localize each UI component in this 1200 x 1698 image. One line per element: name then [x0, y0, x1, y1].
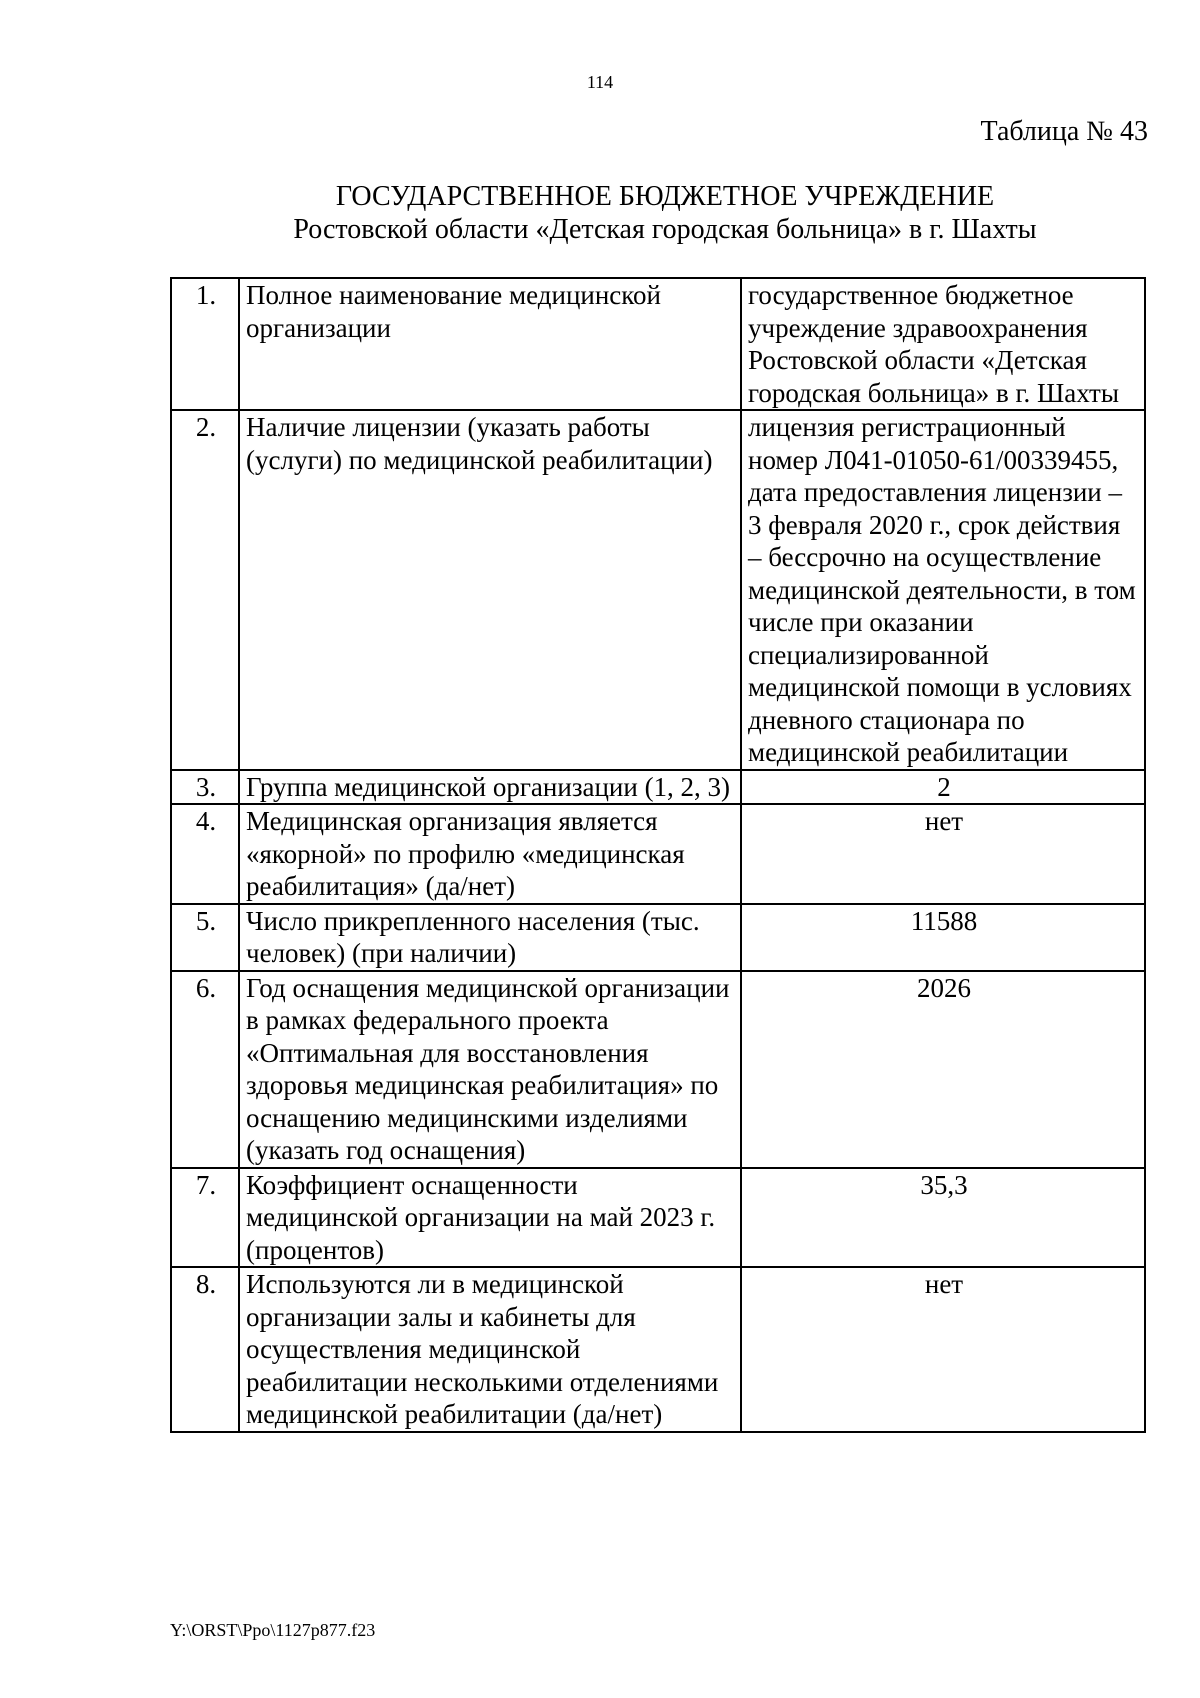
row-number: 1.	[171, 278, 239, 410]
row-name: Используются ли в медицинской организации залы и кабинеты для осуществления медицинской реабилитации несколькими отделениями медицинской реабилитации (да/нет)	[239, 1267, 741, 1432]
title-line-2: Ростовской области «Детская городская больница» в г. Шахты	[293, 214, 1037, 245]
row-value: нет	[741, 804, 1145, 904]
row-number: 2.	[171, 410, 239, 770]
row-value: 2026	[741, 971, 1145, 1168]
row-value: 11588	[741, 904, 1145, 971]
row-number: 3.	[171, 770, 239, 805]
info-table	[170, 277, 1146, 1433]
row-value: 35,3	[741, 1168, 1145, 1268]
file-path-footer: Y:\ORST\Ppo\1127p877.f23	[170, 1620, 376, 1640]
table-label: Таблица № 43	[980, 116, 1148, 147]
row-number: 6.	[171, 971, 239, 1168]
row-name: Группа медицинской организации (1, 2, 3)	[239, 770, 741, 805]
row-value: нет	[741, 1267, 1145, 1432]
row-number: 5.	[171, 904, 239, 971]
table-row	[171, 278, 1145, 410]
row-name: Полное наименование медицинской организации	[239, 278, 741, 410]
table-row	[171, 770, 1145, 805]
page-number: 114	[586, 72, 614, 92]
row-name: Коэффициент оснащенности медицинской организации на май 2023 г. (процентов)	[239, 1168, 741, 1268]
table-row	[171, 971, 1145, 1168]
row-value: лицензия регистрационный номер Л041-01050-61/00339455, дата предоставления лицензии – 3 февраля 2020 г., срок действия – бессрочно на осуществление медицинской деятельности, в том числе при оказании специализированной медицинской помощи в условиях дневного стационара по медицинской реабилитации	[741, 410, 1145, 770]
table-row	[171, 904, 1145, 971]
row-number: 4.	[171, 804, 239, 904]
title-line-1: ГОСУДАРСТВЕННОЕ БЮДЖЕТНОЕ УЧРЕЖДЕНИЕ	[335, 181, 995, 212]
row-name: Число прикрепленного населения (тыс. человек) (при наличии)	[239, 904, 741, 971]
document-title	[170, 180, 1160, 246]
table-row	[171, 1168, 1145, 1268]
row-value: 2	[741, 770, 1145, 805]
row-name: Наличие лицензии (указать работы (услуги) по медицинской реабилитации)	[239, 410, 741, 770]
row-number: 7.	[171, 1168, 239, 1268]
table-row	[171, 410, 1145, 770]
row-name: Год оснащения медицинской организации в рамках федерального проекта «Оптимальная для восстановления здоровья медицинская реабилитация» по оснащению медицинскими изделиями (указать год оснащения)	[239, 971, 741, 1168]
table-row	[171, 804, 1145, 904]
row-name: Медицинская организация является «якорной» по профилю «медицинская реабилитация» (да/нет)	[239, 804, 741, 904]
table-row	[171, 1267, 1145, 1432]
row-number: 8.	[171, 1267, 239, 1432]
row-value: государственное бюджетное учреждение здравоохранения Ростовской области «Детская городская больница» в г. Шахты	[741, 278, 1145, 410]
